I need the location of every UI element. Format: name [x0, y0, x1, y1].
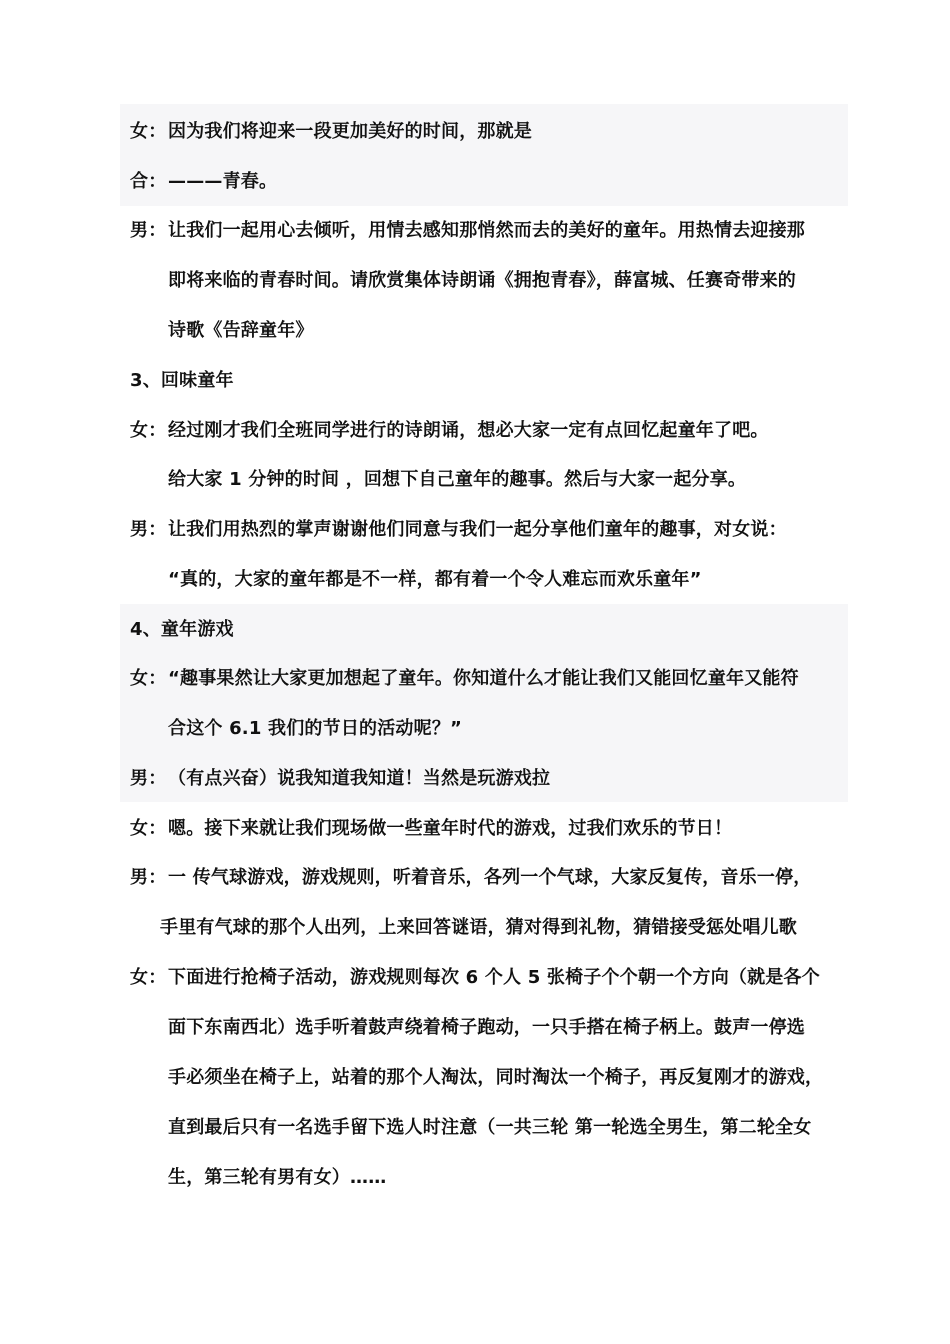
dialogue-text: 生，第三轮有男有女）…… [168, 1167, 387, 1188]
heading-text: 4、童年游戏 [130, 619, 234, 640]
dialogue-text: 一 传气球游戏，游戏规则，听着音乐，各列一个气球，大家反复传，音乐一停， [168, 867, 812, 888]
dialogue-text: 手里有气球的那个人出列，上来回答谜语，猜对得到礼物，猜错接受惩处唱儿歌 [160, 917, 797, 938]
dialogue-text: “趣事果然让大家更加想起了童年。你知道什么才能让我们又能回忆童年又能符 [168, 668, 799, 689]
dialogue-text: 手必须坐在椅子上，站着的那个人淘汰，同时淘汰一个椅子，再反复刚才的游戏， [168, 1067, 824, 1088]
dialogue-text: 给大家 1 分钟的时间 ，回想下自己童年的趣事。然后与大家一起分享。 [168, 469, 747, 490]
speaker-label: 合： [130, 171, 167, 192]
speaker-label: 女： [130, 967, 167, 988]
heading-text: 3、回味童年 [130, 370, 234, 391]
dialogue-text: 即将来临的青春时间。请欣赏集体诗朗诵《拥抱青春》，薛富城、任赛奇带来的 [168, 270, 796, 291]
dialogue-text: 让我们用热烈的掌声谢谢他们同意与我们一起分享他们童年的趣事，对女说： [168, 519, 787, 540]
dialogue-text: （有点兴奋）说我知道我知道！当然是玩游戏拉 [168, 768, 551, 789]
dialogue-text: “真的，大家的童年都是不一样，都有着一个令人难忘而欢乐童年” [168, 569, 702, 590]
dialogue-text: 面下东南西北）选手听着鼓声绕着椅子跑动，一只手搭在椅子柄上。鼓声一停选 [168, 1017, 805, 1038]
dialogue-text: 经过刚才我们全班同学进行的诗朗诵，想必大家一定有点回忆起童年了吧。 [168, 420, 769, 441]
speaker-label: 男： [130, 768, 167, 789]
dialogue-text: 让我们一起用心去倾听，用情去感知那悄然而去的美好的童年。用热情去迎接那 [168, 220, 805, 241]
dialogue-text: ———青春。 [168, 171, 278, 192]
dialogue-text: 下面进行抢椅子活动，游戏规则每次 6 个人 5 张椅子个个朝一个方向（就是各个 [168, 967, 820, 988]
speaker-label: 男： [130, 220, 167, 241]
speaker-label: 女： [130, 668, 167, 689]
speaker-label: 女： [130, 420, 167, 441]
dialogue-text: 合这个 6.1 我们的节日的活动呢？” [168, 718, 463, 739]
dialogue-text: 嗯。接下来就让我们现场做一些童年时代的游戏，过我们欢乐的节日！ [168, 818, 733, 839]
speaker-label: 男： [130, 519, 167, 540]
dialogue-text: 诗歌《告辞童年》 [168, 320, 314, 341]
speaker-label: 女： [130, 818, 167, 839]
dialogue-text: 直到最后只有一名选手留下选人时注意（一共三轮 第一轮选全男生，第二轮全女 [168, 1117, 812, 1138]
speaker-label: 男： [130, 867, 167, 888]
dialogue-text: 因为我们将迎来一段更加美好的时间，那就是 [168, 121, 532, 142]
speaker-label: 女： [130, 121, 167, 142]
